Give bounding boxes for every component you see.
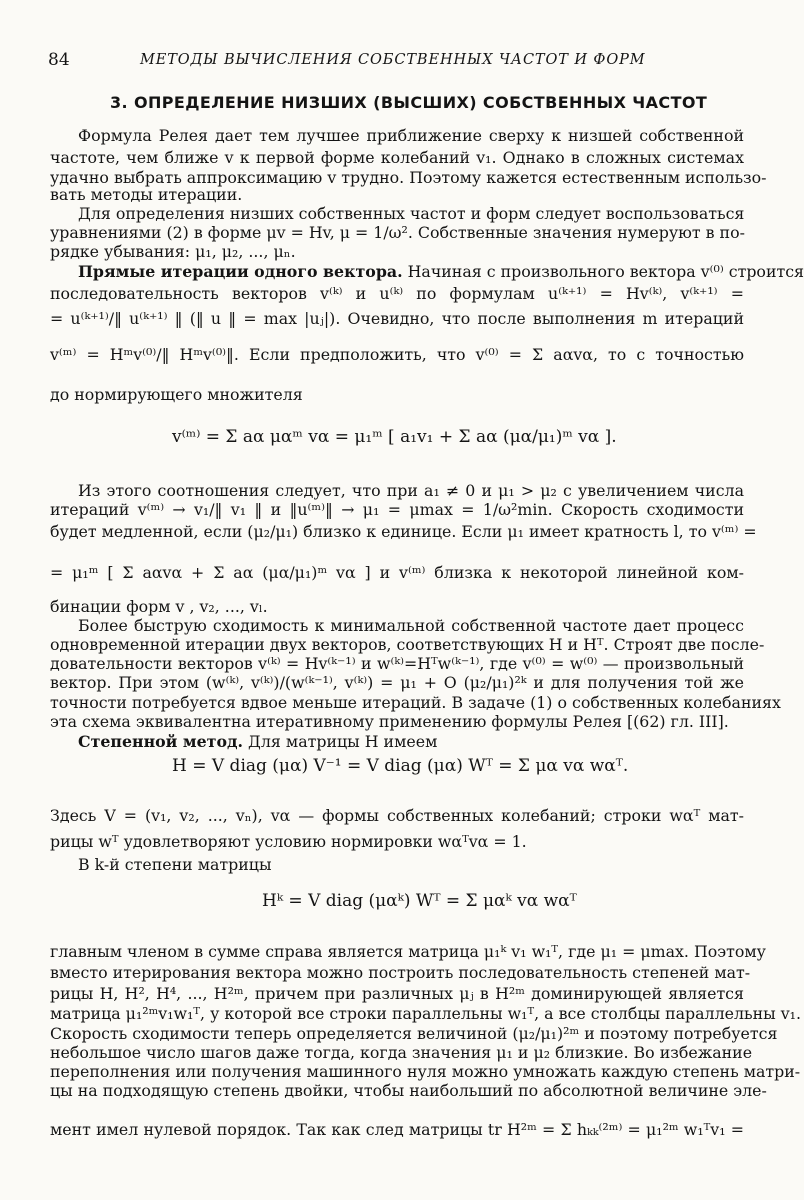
text-line: рядке убывания: μ₁, μ₂, ..., μₙ. (50, 242, 296, 261)
text-line: матрица μ₁²ᵐv₁w₁ᵀ, у которой все строки параллельны w₁ᵀ, а все столбцы параллельны v₁. (50, 1004, 802, 1023)
text-line: рицы wᵀ удовлетворяют условию нормировки wαᵀvα = 1. (50, 832, 527, 851)
section-title: 3. ОПРЕДЕЛЕНИЕ НИЗШИХ (ВЫСШИХ) СОБСТВЕННЫХ ЧАСТОТ (110, 93, 708, 112)
text-line: = u⁽ᵏ⁺¹⁾/‖ u⁽ᵏ⁺¹⁾ ‖ (‖ u ‖ = max |uⱼ|). Очевидно, что после выполнения m итераций (50, 309, 744, 328)
text-line: уравнениями (2) в форме μv = Hv, μ = 1/ω². Собственные значения нумеруют в по- (50, 223, 745, 242)
page-header (48, 50, 748, 74)
text-line (78, 732, 744, 752)
text-line: Для определения низших собственных частот и форм следует воспользоваться (78, 204, 745, 223)
text-line: Более быструю сходимость к минимальной собственной частоте дает процесс (78, 616, 744, 635)
paragraph-heading: Степенной метод. (78, 732, 244, 751)
text-line: частоте, чем ближе v к первой форме колебаний v₁. Однако в сложных системах (50, 148, 744, 167)
text-line: переполнения или получения машинного нуля можно умножать каждую степень матри- (50, 1062, 801, 1081)
text-line: вать методы итерации. (50, 185, 243, 204)
running-title: МЕТОДЫ ВЫЧИСЛЕНИЯ СОБСТВЕННЫХ ЧАСТОТ И ФОРМ (140, 52, 646, 68)
page-number: 84 (48, 50, 70, 70)
text-line: цы на подходящую степень двойки, чтобы наибольший по абсолютной величине эле- (50, 1081, 767, 1100)
text-line: небольшое число шагов даже тогда, когда значения μ₁ и μ₂ близкие. Во избежание (50, 1043, 753, 1062)
text-line: v⁽ᵐ⁾ = Hᵐv⁽⁰⁾/‖ Hᵐv⁽⁰⁾‖. Если предположить, что v⁽⁰⁾ = Σ aαvα, то с точностью (50, 345, 744, 364)
text-line: эта схема эквивалентна итеративному применению формулы Релея [(62) гл. III]. (50, 712, 729, 731)
text-line (78, 262, 804, 282)
paragraph-heading: Прямые итерации одного вектора. (78, 262, 403, 281)
text-line: Из этого соотношения следует, что при a₁ ≠ 0 и μ₁ > μ₂ с увеличением числа (78, 481, 744, 500)
text-line: Скорость сходимости теперь определяется величиной (μ₂/μ₁)²ᵐ и поэтому потребуется (50, 1024, 778, 1043)
text-line: главным членом в сумме справа является матрица μ₁ᵏ v₁ w₁ᵀ, где μ₁ = μmax. Поэтому (50, 942, 766, 961)
text-line: будет медленной, если (μ₂/μ₁) близко к единице. Если μ₁ имеет кратность l, то v⁽ᵐ⁾ = (50, 522, 757, 541)
formula-display: Hᵏ = V diag (μαᵏ) Wᵀ = Σ μαᵏ vα wαᵀ (262, 891, 577, 911)
text-line: В k-й степени матрицы (78, 855, 272, 874)
text-line: Здесь V = (v₁, v₂, ..., vₙ), vα — формы собственных колебаний; строки wαᵀ мат- (50, 806, 744, 825)
text-line: одновременной итерации двух векторов, соответствующих H и Hᵀ. Строят две после- (50, 635, 765, 654)
text-line: бинации форм v , v₂, ..., vₗ. (50, 597, 268, 616)
text-line: довательности векторов v⁽ᵏ⁾ = Hv⁽ᵏ⁻¹⁾ и w⁽ᵏ⁾=Hᵀw⁽ᵏ⁻¹⁾, где v⁽⁰⁾ = w⁽⁰⁾ — произвольный (50, 654, 744, 673)
text-line: вместо итерирования вектора можно построить последовательность степеней мат- (50, 963, 751, 982)
text-line: последовательность векторов v⁽ᵏ⁾ и u⁽ᵏ⁾ по формулам u⁽ᵏ⁺¹⁾ = Hv⁽ᵏ⁾, v⁽ᵏ⁺¹⁾ = (50, 284, 744, 303)
text-line: мент имел нулевой порядок. Так как след матрицы tr H²ᵐ = Σ hₖₖ⁽²ᵐ⁾ = μ₁²ᵐ w₁ᵀv₁ = (50, 1120, 744, 1139)
formula-display: H = V diag (μα) V⁻¹ = V diag (μα) Wᵀ = Σ μα vα wαᵀ. (172, 756, 629, 776)
text-run: Начиная с произвольного вектора v⁽⁰⁾ строится (402, 262, 804, 281)
text-line: удачно выбрать аппроксимацию v трудно. Поэтому кажется естественным использо- (50, 168, 767, 187)
text-line: = μ₁ᵐ [ Σ aαvα + Σ aα (μα/μ₁)ᵐ vα ] и v⁽ᵐ⁾ близка к некоторой линейной ком- (50, 563, 744, 582)
text-line: итераций v⁽ᵐ⁾ → v₁/‖ v₁ ‖ и ‖u⁽ᵐ⁾‖ → μ₁ = μmax = 1/ω²min. Скорость сходимости (50, 500, 744, 519)
formula-display: v⁽ᵐ⁾ = Σ aα μαᵐ vα = μ₁ᵐ [ a₁v₁ + Σ aα (μα/μ₁)ᵐ vα ]. (172, 427, 617, 447)
text-line: вектор. При этом (w⁽ᵏ⁾, v⁽ᵏ⁾)/(w⁽ᵏ⁻¹⁾, v⁽ᵏ⁾) = μ₁ + O (μ₂/μ₁)²ᵏ и для получения той же (50, 673, 744, 692)
text-run: Для матрицы H имеем (243, 732, 438, 751)
text-line: точности потребуется вдвое меньше итераций. В задаче (1) о собственных колебаниях (50, 693, 781, 712)
text-line: Формула Релея дает тем лучшее приближение сверху к низшей собственной (78, 126, 744, 145)
text-line: рицы H, H², H⁴, ..., H²ᵐ, причем при различных μⱼ в H²ᵐ доминирующей является (50, 984, 744, 1003)
text-line: до нормирующего множителя (50, 385, 303, 404)
